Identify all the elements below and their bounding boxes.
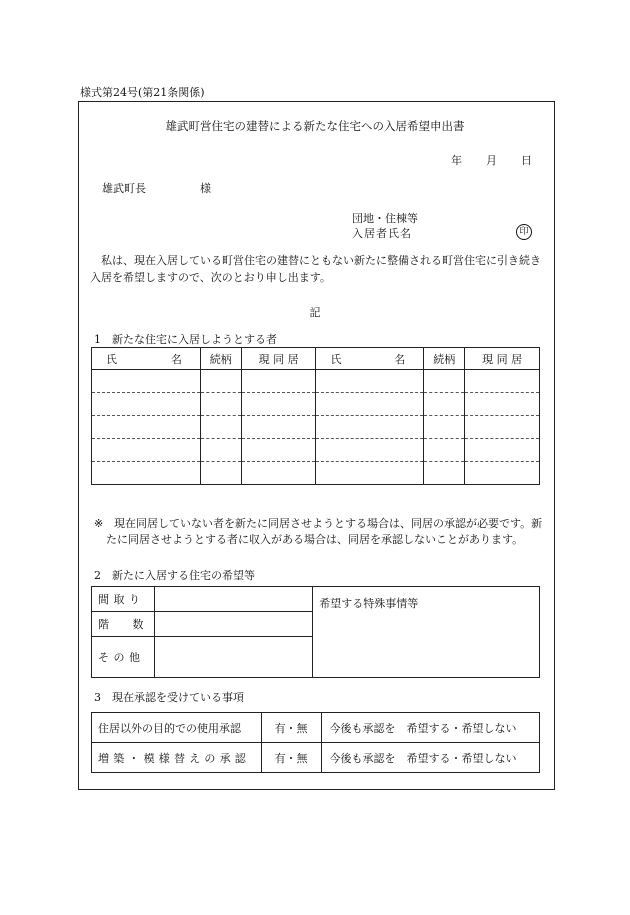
cohabit-cell[interactable] (241, 462, 316, 485)
header-cohabit: 現 同 居 (241, 348, 316, 370)
cohabit-cell[interactable] (241, 370, 316, 393)
note-text: 現在同居していない者を新たに同居させようとする場合は、同居の承認が必要です。新たに同居させようとする者に収入がある場合は、同居を承認しないことがあります。 (106, 517, 543, 546)
form-number: 様式第24号(第21条関係) (80, 86, 205, 99)
header-name: 氏 名 (92, 348, 201, 370)
relation-cell[interactable] (200, 393, 241, 416)
apartment-label: 団地・住棟等 (352, 212, 418, 225)
table-row (92, 713, 540, 743)
cohabit-cell[interactable] (465, 416, 540, 439)
housing-preference-table (91, 586, 540, 678)
request-statement: 私は、現在入居している町営住宅の建替にともない新たに整備される町営住宅に引き続き入居を希望しますので、次のとおり申し出ます。 (90, 254, 541, 284)
name-cell[interactable] (92, 439, 201, 462)
cohabitation-note (94, 516, 550, 547)
floor-label: 階 数 (92, 612, 155, 637)
relation-cell[interactable] (200, 462, 241, 485)
cohabit-cell[interactable] (465, 393, 540, 416)
occupants-table (91, 347, 540, 485)
relation-cell[interactable] (424, 393, 465, 416)
approval-future[interactable]: 今後も承認を 希望する・希望しない (321, 743, 539, 773)
seal-mark: 印 (516, 224, 532, 240)
name-cell[interactable] (316, 462, 424, 485)
name-cell[interactable] (316, 416, 424, 439)
relation-cell[interactable] (200, 439, 241, 462)
note-mark: ※ (94, 517, 104, 530)
addressee-suffix: 様 (200, 182, 211, 195)
name-cell[interactable] (316, 439, 424, 462)
date-day: 日 (521, 154, 532, 167)
addressee: 雄武町長 (102, 182, 146, 195)
approval-future[interactable]: 今後も承認を 希望する・希望しない (321, 713, 539, 743)
table-row (92, 743, 540, 773)
approvals-table (91, 712, 540, 773)
section3-title: 3 現在承認を受けている事項 (94, 691, 244, 704)
name-cell[interactable] (92, 462, 201, 485)
approval-label: 住居以外の目的での使用承認 (92, 713, 262, 743)
other-label: そ の 他 (92, 637, 155, 678)
section1-title: 1 新たな住宅に入居しようとする者 (94, 333, 277, 346)
name-cell[interactable] (92, 416, 201, 439)
cohabit-cell[interactable] (465, 370, 540, 393)
layout-field[interactable] (154, 587, 313, 612)
approval-status[interactable]: 有・無 (261, 713, 321, 743)
header-relation: 続柄 (200, 348, 241, 370)
section2-title: 2 新たに入居する住宅の希望等 (94, 569, 255, 582)
document-title: 雄武町営住宅の建替による新たな住宅への入居希望申出書 (165, 119, 465, 133)
table-row (92, 439, 540, 462)
name-cell[interactable] (316, 370, 424, 393)
relation-cell[interactable] (200, 370, 241, 393)
name-cell[interactable] (92, 370, 201, 393)
approval-label: 増築・模様替えの承認 (92, 743, 262, 773)
layout-label: 間 取 り (92, 587, 155, 612)
approval-status[interactable]: 有・無 (261, 743, 321, 773)
date-month: 月 (486, 154, 497, 167)
table-row (92, 462, 540, 485)
cohabit-cell[interactable] (465, 439, 540, 462)
relation-cell[interactable] (424, 462, 465, 485)
name-cell[interactable] (316, 393, 424, 416)
header-cohabit-2: 現 同 居 (465, 348, 540, 370)
ki-heading: 記 (309, 306, 321, 319)
relation-cell[interactable] (424, 439, 465, 462)
cohabit-cell[interactable] (241, 393, 316, 416)
cohabit-cell[interactable] (241, 416, 316, 439)
applicant-name-label: 入居者氏名 (352, 227, 412, 240)
date-year: 年 (451, 154, 462, 167)
header-relation-2: 続柄 (424, 348, 465, 370)
table-row (92, 370, 540, 393)
cohabit-cell[interactable] (465, 462, 540, 485)
header-name-2: 氏 名 (316, 348, 424, 370)
table-row (92, 416, 540, 439)
relation-cell[interactable] (200, 416, 241, 439)
name-cell[interactable] (92, 393, 201, 416)
relation-cell[interactable] (424, 370, 465, 393)
special-circumstances-field[interactable] (313, 587, 540, 678)
special-circumstances-label: 希望する特殊事情等 (319, 597, 419, 610)
other-field[interactable] (154, 637, 313, 678)
floor-field[interactable] (154, 612, 313, 637)
relation-cell[interactable] (424, 416, 465, 439)
table-row (92, 393, 540, 416)
cohabit-cell[interactable] (241, 439, 316, 462)
